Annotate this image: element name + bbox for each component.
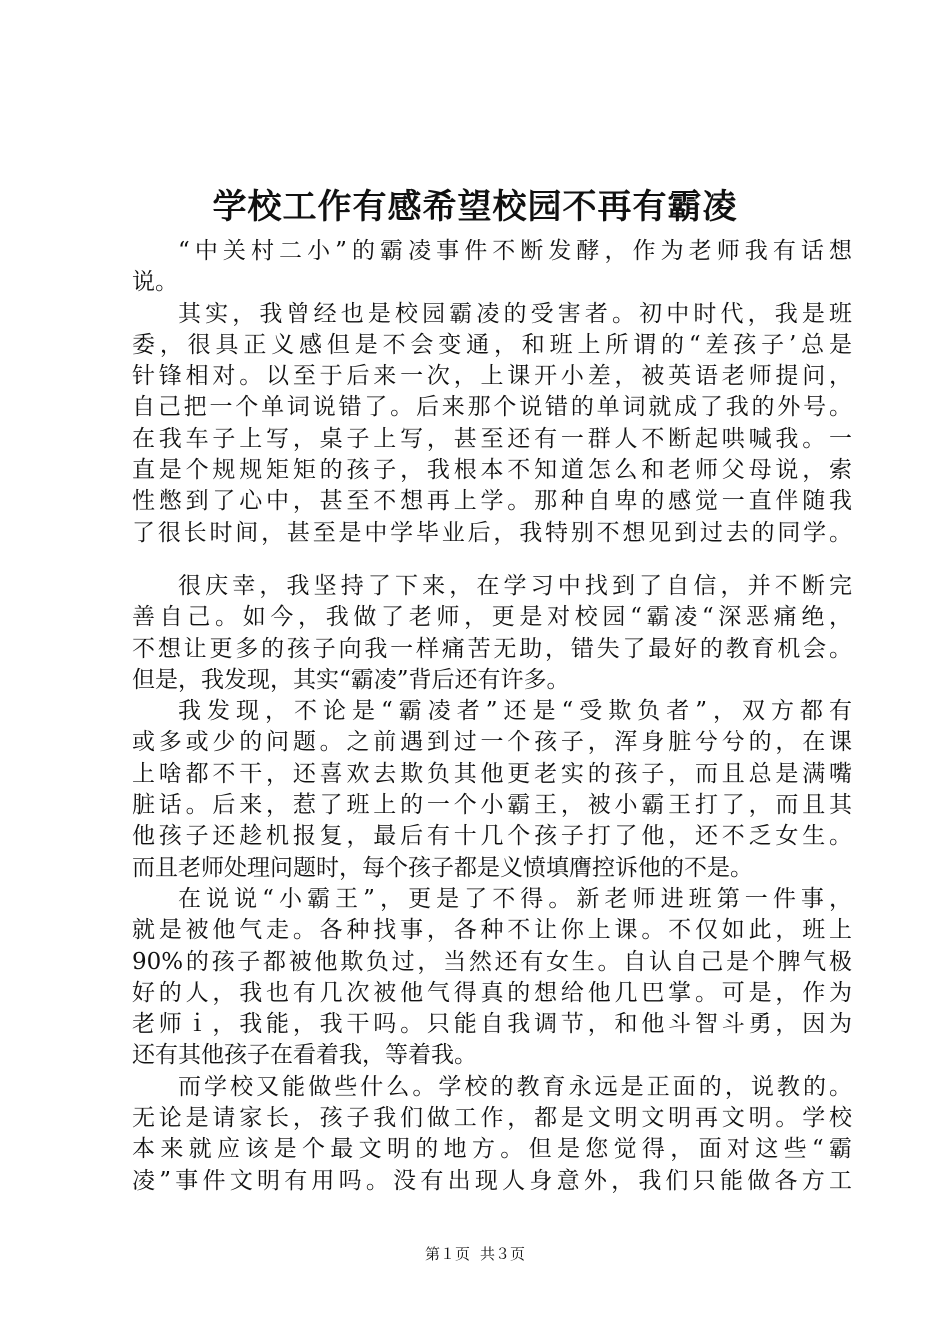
paragraph-line: 他孩子还趁机报复，最后有十几个孩子打了他，还不乏女生。 [132, 823, 852, 850]
paragraph-1 [132, 236, 852, 299]
document-title: 学校工作有感希望校园不再有霸凌 [212, 187, 738, 227]
paragraph-line: 很庆幸，我坚持了下来，在学习中找到了自信，并不断完 [178, 572, 852, 599]
paragraph-line: 好的人，我也有几次被他气得真的想给他几巴掌。可是，作为 [132, 979, 852, 1006]
paragraph-line: 善自己。如今，我做了老师，更是对校园“霸凌“深恶痛绝， [132, 604, 852, 631]
paragraph-line: 了很长时间，甚至是中学毕业后，我特别不想见到过去的同学。 [132, 519, 852, 546]
paragraph-line: 其实，我曾经也是校园霸凌的受害者。初中时代，我是班 [178, 300, 852, 327]
paragraph-line: 老师ｉ，我能，我干吗。只能自我调节，和他斗智斗勇，因为 [132, 1011, 852, 1038]
paragraph-line: 还有其他孩子在看着我，等着我。 [132, 1042, 477, 1069]
paragraph-line: 自己把一个单词说错了。后来那个说错的单词就成了我的外号。 [132, 394, 852, 421]
paragraph-line: 就是被他气走。各种找事，各种不让你上课。不仅如此，班上 [132, 917, 852, 944]
paragraph-line: 脏话。后来，惹了班上的一个小霸王，被小霸王打了，而且其 [132, 792, 852, 819]
paragraph-line: 不想让更多的孩子向我一样痛苦无助，错失了最好的教育机会。 [132, 635, 852, 662]
paragraph-2 [132, 299, 852, 549]
paragraph-4 [132, 696, 852, 884]
paragraph-line: 在我车子上写，桌子上写，甚至还有一群人不断起哄喊我。一 [132, 425, 852, 452]
page-total: 共３页 [480, 1245, 526, 1263]
paragraph-line: 说。 [132, 269, 178, 296]
paragraph-line: 而学校又能做些什么。学校的教育永远是正面的，说教的。 [178, 1073, 852, 1100]
paragraph-3 [132, 571, 852, 696]
paragraph-line: 凌”事件文明有用吗。没有出现人身意外，我们只能做各方工 [132, 1167, 852, 1194]
document-body [132, 236, 852, 1197]
paragraph-line: 我发现，不论是“霸凌者”还是“受欺负者”，双方都有 [178, 698, 852, 725]
paragraph-line: 或多或少的问题。之前遇到过一个孩子，浑身脏兮兮的，在课 [132, 729, 852, 756]
paragraph-gap [132, 549, 852, 571]
paragraph-line: “中关村二小”的霸凌事件不断发酵，作为老师我有话想 [178, 238, 852, 264]
paragraph-line: 而且老师处理问题时，每个孩子都是义愤填膺控诉他的不是。 [132, 854, 753, 881]
paragraph-line: 但是，我发现，其实“霸凌”背后还有许多。 [132, 666, 570, 693]
paragraph-line: 90%的孩子都被他欺负过，当然还有女生。自认自己是个脾气极 [132, 948, 852, 975]
paragraph-5 [132, 884, 852, 1072]
paragraph-line: 上啥都不干，还喜欢去欺负其他更老实的孩子，而且总是满嘴 [132, 760, 852, 787]
page-footer [0, 1244, 950, 1264]
paragraph-line: 无论是请家长，孩子我们做工作，都是文明文明再文明。学校 [132, 1105, 852, 1132]
paragraph-line: 性憋到了心中，甚至不想再上学。那种自卑的感觉一直伴随我 [132, 488, 852, 515]
paragraph-line: 直是个规规矩矩的孩子，我根本不知道怎么和老师父母说，索 [132, 457, 852, 484]
paragraph-line: 在说说“小霸王”，更是了不得。新老师进班第一件事， [178, 885, 852, 912]
paragraph-line: 针锋相对。以至于后来一次，上课开小差，被英语老师提问， [132, 363, 852, 390]
paragraph-line: 委，很具正义感但是不会变通，和班上所谓的“差孩子’总是 [132, 331, 852, 358]
paragraph-line: 本来就应该是个最文明的地方。但是您觉得，面对这些“霸 [132, 1136, 852, 1163]
paragraph-6 [132, 1072, 852, 1197]
page-number: 第１页 [424, 1245, 470, 1263]
